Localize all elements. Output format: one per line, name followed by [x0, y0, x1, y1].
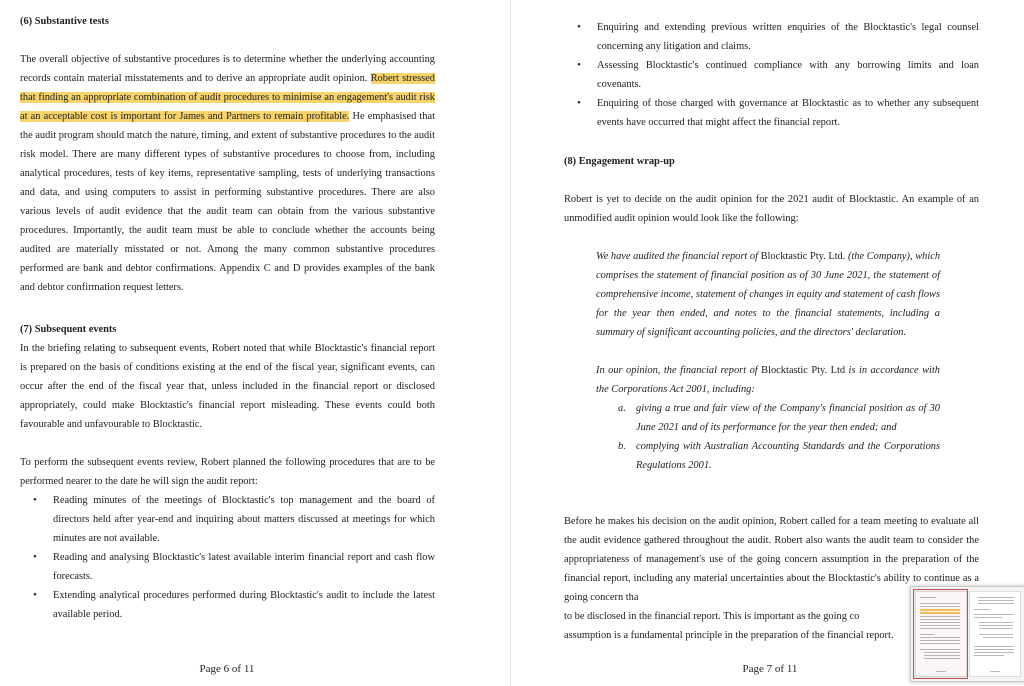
subsequent-events-paragraph: In the briefing relating to subsequent events, Robert noted that while Blocktastic's financial report is prepared on the basis of conditions existing at the end of the fiscal year, significant events, can occur after the end of the fiscal year that, unless included in the financial report or disclosed appropriately, could make Blocktastic's financial report misleading. These events could both favourable and unfavourable to Blocktastic. — [20, 343, 435, 430]
paragraph-text: to be disclosed in the financial report. This is important as the going co — [564, 611, 860, 622]
list-item — [596, 399, 940, 437]
section-heading-engagement-wrap-up: (8) Engagement wrap-up — [564, 156, 675, 167]
page-navigator-thumbnail[interactable] — [910, 586, 1024, 682]
page-divider — [510, 0, 511, 686]
substantive-tests-paragraph — [20, 50, 435, 297]
page-number: Page 7 of 11 — [742, 663, 798, 675]
list-item-text: giving a true and fair view of the Company's financial position as of 30 June 2021 and of its performance for the year then ended; and — [636, 403, 940, 433]
section-heading-subsequent-events: (7) Subsequent events — [20, 324, 117, 335]
quote-text: (the Company), which comprises the statement of financial position as of 30 June 2021, the statement of comprehensive income, statement of changes in equity and statement of cash flows for the year then ended, and notes to the financial statements, including a summary of significant accounting policies, and the directors' declaration. — [596, 251, 941, 338]
procedures-list-continued — [564, 18, 979, 132]
list-item-text: complying with Australian Accounting Standards and the Corporations Regulations 2001. — [636, 441, 940, 471]
list-item — [596, 437, 940, 475]
audit-opinion-intro-paragraph: Robert is yet to decide on the audit opinion for the 2021 audit of Blocktastic. An example of an unmodified audit opinion would look like the following: — [564, 194, 979, 224]
list-item: • Assessing Blocktastic's continued compliance with any borrowing limits and loan covenants. — [564, 56, 979, 94]
list-item: • Enquiring and extending previous written enquiries of the Blocktastic's legal counsel concerning any litigation and claims. — [564, 18, 979, 56]
paragraph-text: He emphasised that the audit program should match the nature, timing, and extent of substantive procedures to the audit risk model. There are many different types of substantive procedures to choose from, including analytical procedures, tests of key items, representative sampling, tests of underlying transactions and data, and using computers to assist in performing substantive procedures. There are also various levels of audit evidence that the audit team can obtain from the various substantive procedures. Importantly, the audit team must be able to conclude whether the accounts being audited are materially misstated or not. Among the many common substantive procedures performed are bank and debtor confirmations. Appendix C and D provides examples of the bank and debtor confirmation request letters. — [20, 111, 435, 293]
company-name: Blocktastic Pty. Ltd — [761, 365, 846, 376]
list-marker: b. — [618, 441, 626, 452]
page-6-column-2 — [20, 320, 435, 624]
page-number: Page 6 of 11 — [199, 663, 255, 675]
page-7-column — [564, 18, 979, 132]
procedures-list — [20, 491, 435, 624]
page-7-column-2 — [564, 152, 979, 228]
paragraph-text: Before he makes his decision on the audit opinion, Robert called for a team meeting to evaluate all the audit evidence gathered throughout the audit. Robert also wants the audit team to consider the appropriateness of management's use of the going concern assumption in the preparation of the financial report, including any material uncertainties about the Blocktastic's ability to continue as a going concern tha — [564, 516, 979, 603]
list-item: • Extending analytical procedures performed during Blocktastic's audit to include the latest available period. — [20, 586, 435, 624]
quote-text: We have audited the financial report of — [596, 251, 761, 262]
document-page-7 — [512, 0, 1024, 686]
procedures-intro-paragraph: To perform the subsequent events review, Robert planned the following procedures that are to be performed nearer to the date he will sign the audit report: — [20, 457, 435, 487]
navigator-viewport-indicator[interactable] — [913, 589, 968, 679]
quote-paragraph — [596, 247, 940, 342]
company-name: Blocktastic Pty. Ltd. — [760, 251, 846, 262]
list-item: • Reading minutes of the meetings of Blocktastic's top management and the board of directors held after year-end and inquiring about matters discussed at meetings for which minutes are not available. — [20, 491, 435, 548]
quote-text: In our opinion, the financial report of — [596, 365, 762, 376]
list-item: • Reading and analysing Blocktastic's latest available interim financial report and cash flow forecasts. — [20, 548, 435, 586]
audit-opinion-quote — [596, 247, 940, 475]
quote-text: is in accordance with the Corporations Act 2001, including: — [596, 365, 941, 395]
highlighted-text[interactable]: Robert stressed that finding an appropriate combination of audit procedures to minimise an engagement's audit risk at an acceptable cost is important for James and Partners to remain profitable. — [20, 73, 436, 122]
thumbnail-page-right[interactable] — [969, 591, 1021, 677]
page-6-column — [20, 12, 435, 297]
section-heading-substantive-tests: (6) Substantive tests — [20, 16, 109, 27]
opinion-list — [596, 399, 940, 475]
list-item: • Enquiring of those charged with governance at Blocktastic as to whether any subsequent events have occurred that might affect the financial report. — [564, 94, 979, 132]
paragraph-text: The overall objective of substantive procedures is to determine whether the underlying accounting records contain material misstatements and to derive an appropriate audit opinion. — [20, 54, 435, 84]
quote-opinion-paragraph — [596, 361, 940, 399]
list-marker: a. — [618, 403, 626, 414]
paragraph-text: assumption is a fundamental principle in the preparation of the financial report. — [564, 630, 894, 641]
